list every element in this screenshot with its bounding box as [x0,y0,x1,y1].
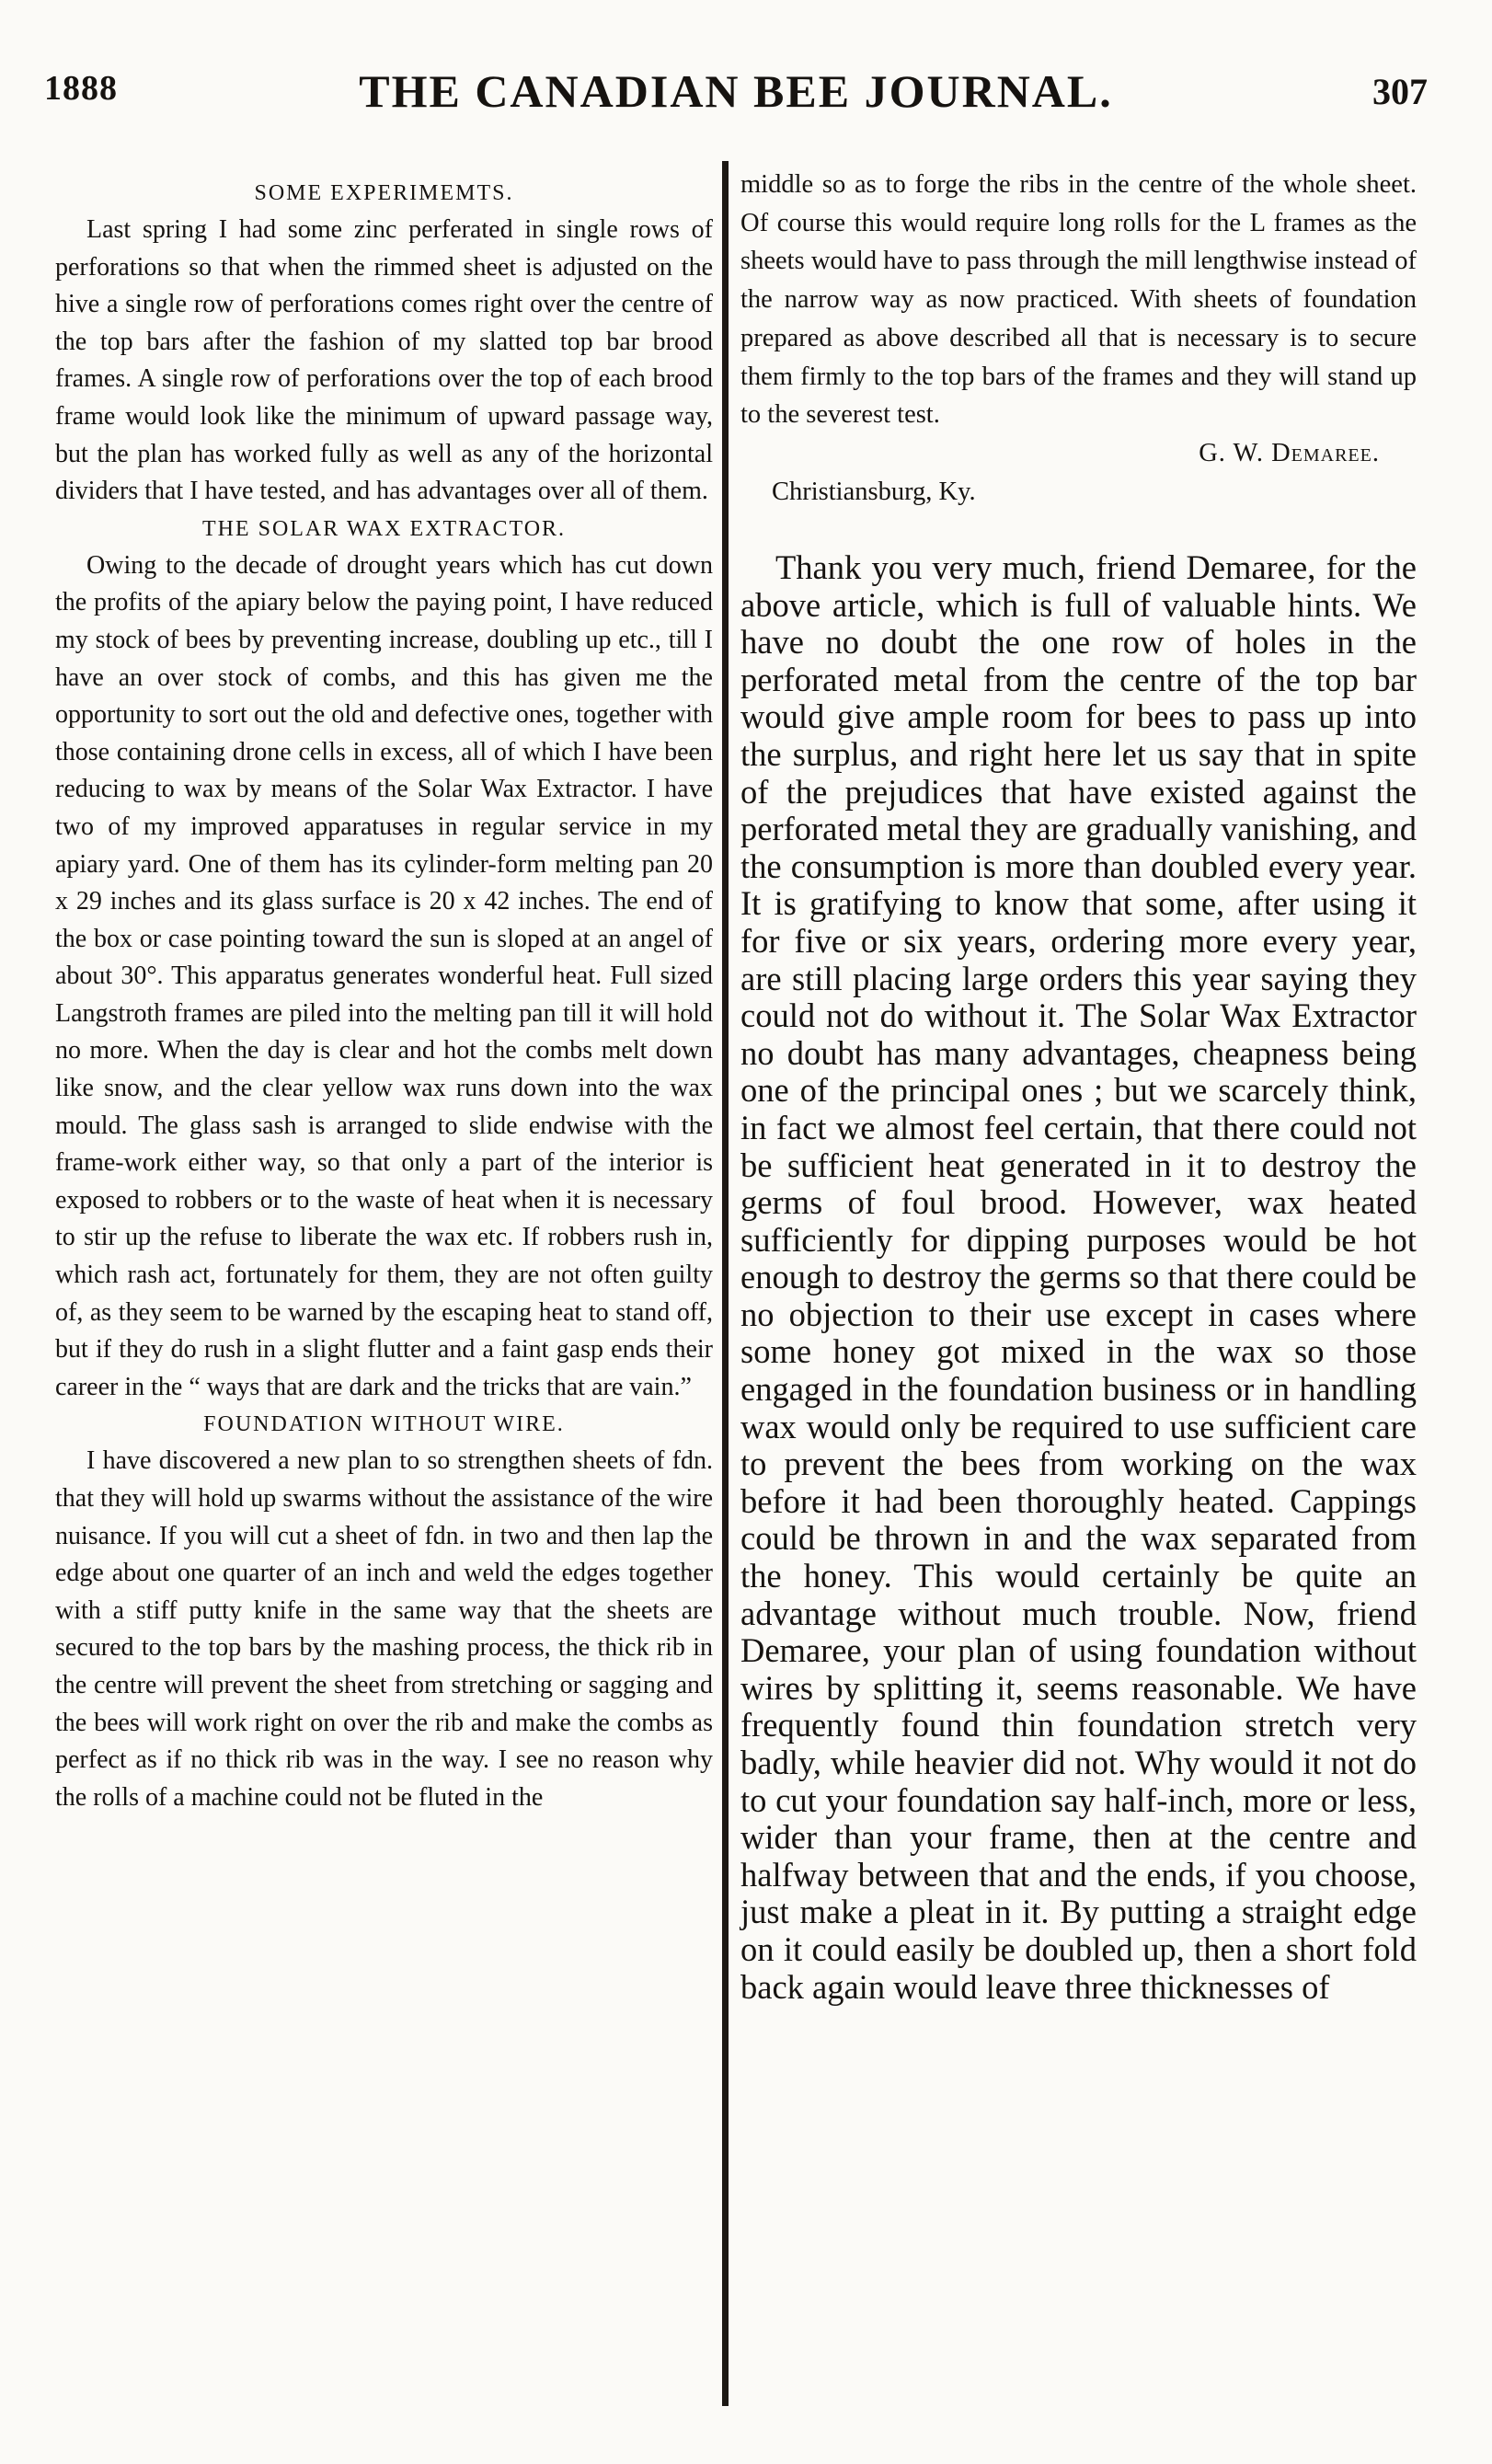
section-heading-foundation-without-wire: FOUNDATION WITHOUT WIRE. [203,1412,565,1437]
section-heading-experiments: SOME EXPERIMEMTS. [254,181,514,205]
column-divider [722,161,729,2406]
signature-line [740,434,1417,473]
paragraph-editor-reply: Thank you very much, friend Demaree, for the above article, which is full of valuable hints. We have no doubt the one row of holes in the perforated metal from the centre of the top bar would give ample room for bees to pass up into the surplus, and right here let us say that in spite of the prejudices that have existed against the perforated metal they are gradually vanishing, and the consumption is more than doubled every year. It is gratifying to know that some, after using it for five or six years, ordering more every year, are still placing large orders this year saying they could not do without it. The Solar Wax Extractor no doubt has many advantages, cheapness being one of the principal ones ; but we scarcely think, in fact we almost feel certain, that there could not be sufficient heat generated in it to destroy the germs of foul brood. However, wax heated sufficiently for dipping purposes would be hot enough to destroy the germs so that there could be no objection to their use except in cases where some honey got mixed in the wax so those engaged in the foundation business or in handling wax would only be required to use sufficient care to prevent the bees from working on the wax before it had been thoroughly heated. Cappings could be thrown in and the wax separated from the honey. This would certainly be quite an advantage without much trouble. Now, friend Demaree, your plan of using foundation without wires by splitting it, seems reasonable. We have frequently found thin foundation stretch very badly, while heavier did not. Why would it not do to cut your foundation say half-inch, more or less, wider than your frame, then at the centre and halfway between that and the ends, if you choose, just make a pleat in it. By putting a straight edge on it could easily be doubled up, then a short fold back again would leave three thicknesses of [740,548,1417,2006]
editor-response [740,549,1417,2006]
paragraph-solar-wax-extractor: Owing to the decade of drought years which has cut down the profits of the apiary below the paying point, I have reduced my stock of bees by preventing increase, doubling up etc., till I have an over stock of combs, and this has given me the opportunity to sort out the old and defective ones, together with those containing drone cells in excess, all of which I have been reducing to wax by means of the Solar Wax Extractor. I have two of my improved apparatuses in regular service in my apiary yard. One of them has its cylinder-form melting pan 20 x 29 inches and its glass surface is 20 x 42 inches. The end of the box or case pointing toward the sun is sloped at an angel of about 30°. This apparatus generates wonderful heat. Full sized Langstroth frames are piled into the melting pan till it will hold no more. When the day is clear and hot the combs melt down like snow, and the clear yellow wax runs down into the wax mould. The glass sash is arranged to slide endwise with the frame-work either way, so that only a part of the interior is exposed to robbers or to the waste of heat when it is necessary to stir up the refuse to liberate the wax etc. If robbers rush in, which rash act, fortunately for them, they are not often guilty of, as they seem to be warned by the escaping heat to stand off, but if they do rush in a slight flutter and a faint gasp ends their career in the “ ways that are dark and the tricks that are vain.” [55,550,713,1401]
author-location: Christiansburg, Ky. [772,477,976,506]
journal-title: THE CANADIAN BEE JOURNAL. [359,65,1113,117]
left-column [55,175,713,1816]
paragraph-continuation: middle so as to forge the ribs in the centre of the whole sheet. Of course this would require long rolls for the L frames as the sheets would have to pass through the mill lengthwise instead of the narrow way as now practiced. With sheets of foundation prepared as above described all that is necessary is to secure them firmly to the top bars of the frames and they will stand up to the severest test. [740,170,1417,430]
right-column-continuation [740,166,1417,511]
paragraph-experiments: Last spring I had some zinc perferated in single rows of perforations so that when the rimmed sheet is adjusted on the hive a single row of perforations comes right over the centre of the top bars after the fashion of my slatted top bar brood frames. A single row of perforations over the top of each brood frame would look like the minimum of upward passage way, but the plan has worked fully as well as any of the horizontal dividers that I have tested, and has advantages over all of them. [55,215,713,506]
author-signature: G. W. Demaree. [1199,438,1380,467]
section-heading-solar-wax-extractor: THE SOLAR WAX EXTRACTOR. [201,516,567,541]
paragraph-foundation-without-wire: I have discovered a new plan to so strengthen sheets of fdn. that they will hold up swarms without the assistance of the wire nuisance. If you will cut a sheet of fdn. in two and then lap the edge about one quarter of an inch and weld the edges together with a stiff putty knife in the same way that the sheets are secured to the top bars by the mashing process, the thick rib in the centre will prevent the sheet from stretching or sagging and the bees will work right on over the rib and make the combs as perfect as if no thick rib was in the way. I see no reason why the rolls of a machine could not be fluted in the [55,1446,713,1812]
page-number: 307 [1372,71,1428,112]
page-header [37,64,1435,138]
header-year: 1888 [44,69,118,108]
